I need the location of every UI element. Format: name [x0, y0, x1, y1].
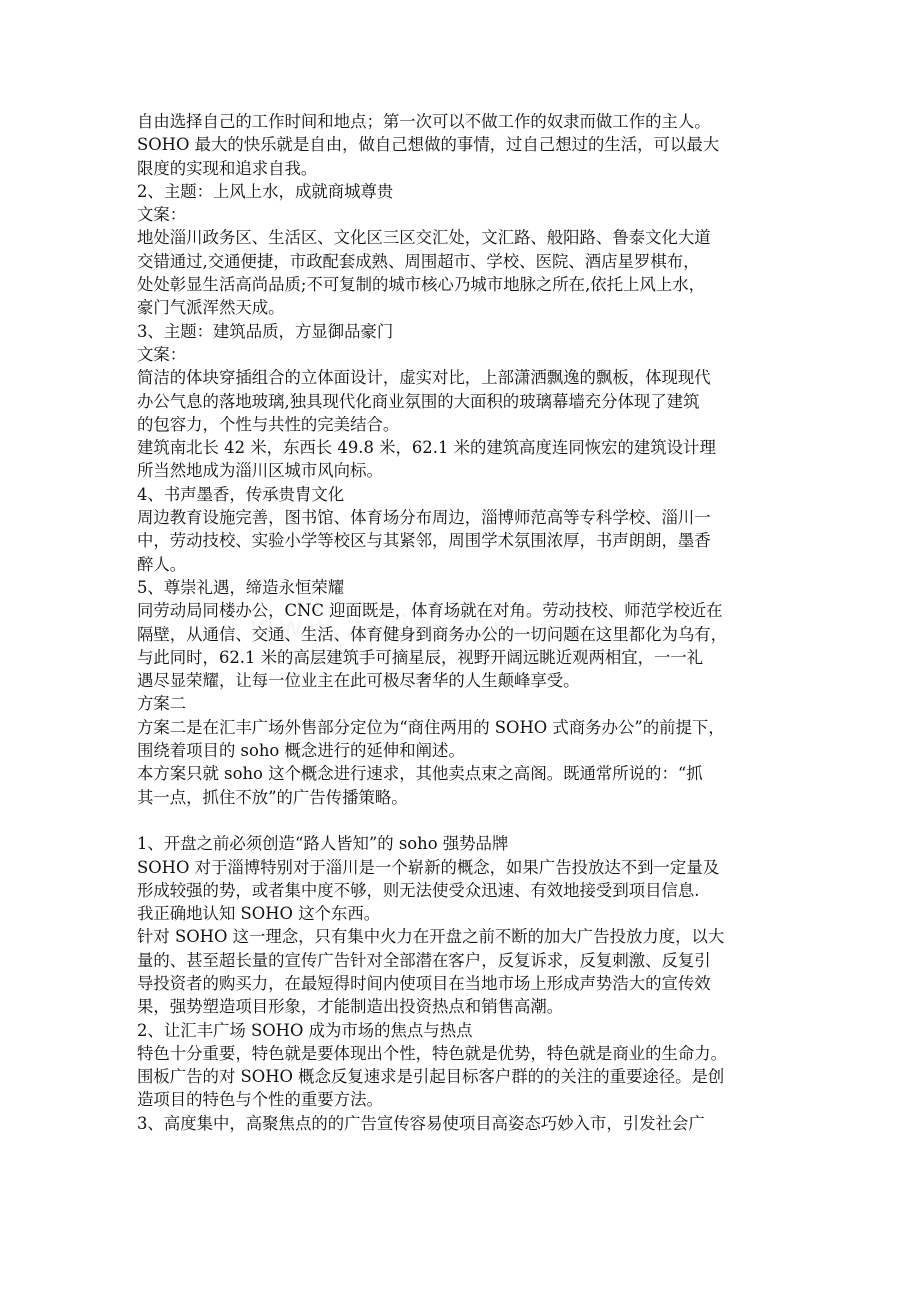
text-line: 2、主题：上风上水，成就商城尊贵: [137, 181, 394, 201]
text-line: 豪门气派浑然天成。: [137, 298, 285, 318]
blank-line: [137, 809, 797, 832]
text-line: 地处淄川政务区、生活区、文化区三区交汇处，文汇路、般阳路、鲁泰文化大道: [137, 228, 711, 248]
text-line: 形成较强的势，或者集中度不够，则无法使受众迅速、有效地接受到项目信息.: [137, 880, 700, 900]
text-line: SOHO 最大的快乐就是自由，做自己想做的事情，过自己想过的生活，可以最大: [137, 135, 720, 155]
text-line: 造项目的特色与个性的重要方法。: [137, 1090, 383, 1110]
text-line: 文案：: [137, 205, 187, 225]
text-line: 中，劳动技校、实验小学等校区与其紧邻，周围学术氛围浓厚，书声朗朗，墨香: [137, 531, 711, 551]
text-line: 建筑南北长 42 米，东西长 49.8 米，62.1 米的建筑高度连同恢宏的建筑设计理: [137, 438, 716, 458]
text-line: 围绕着项目的 soho 概念进行的延伸和阐述。: [137, 741, 465, 761]
text-line: 交错通过,交通便捷，市政配套成熟、周围超市、学校、医院、酒店星罗棋布，: [137, 251, 700, 271]
text-line: 方案二: [137, 694, 187, 714]
text-line: 限度的实现和追求自我。: [137, 158, 318, 178]
text-line: 3、高度集中，高聚焦点的的广告宣传容易使项目高姿态巧妙入市，引发社会广: [137, 1113, 705, 1133]
text-line: 自由选择自己的工作时间和地点；第一次可以不做工作的奴隶而做工作的主人。: [137, 112, 711, 131]
text-line: 办公气息的落地玻璃,独具现代化商业氛围的大面积的玻璃幕墙充分体现了建筑: [137, 391, 700, 411]
text-line: 5、尊崇礼遇，缔造永恒荣耀: [137, 577, 345, 597]
text-line: 其一点，抓住不放”的广告传播策略。: [137, 787, 408, 807]
text-line: 围板广告的对 SOHO 概念反复速求是引起目标客户群的的关注的重要途径。是创: [137, 1067, 725, 1087]
text-line: 简洁的体块穿插组合的立体面设计，虚实对比，上部潇洒飘逸的飘板，体现现代: [137, 368, 711, 388]
text-line: 周边教育设施完善，图书馆、体育场分布周边，淄博师范高等专科学校、淄川一: [137, 508, 711, 528]
text-line: 的包容力，个性与共性的完美结合。: [137, 414, 400, 434]
text-line: 1、开盘之前必须创造“路人皆知”的 soho 强势品牌: [137, 834, 509, 854]
text-line: 遇尽显荣耀，让每一位业主在此可极尽奢华的人生颠峰享受。: [137, 671, 580, 691]
text-line: 我正确地认知 SOHO 这个东西。: [137, 904, 381, 924]
text-line: 所当然地成为淄川区城市风向标。: [137, 461, 383, 481]
text-line: SOHO 对于淄博特别对于淄川是一个崭新的概念，如果广告投放达不到一定量及: [137, 857, 720, 877]
text-line: 与此同时，62.1 米的高层建筑手可摘星辰，视野开阔远眺近观两相宜，一一礼: [137, 647, 704, 667]
text-line: 量的、甚至超长量的宣传广告针对全部潜在客户，反复诉求，反复刺激、反复引: [137, 950, 711, 970]
text-line: 本方案只就 soho 这个概念进行速求，其他卖点束之高阁。既通常所说的：“抓: [137, 764, 703, 784]
text-line: 果，强势塑造项目形象，才能制造出投资热点和销售高潮。: [137, 997, 564, 1017]
text-line: 处处彰显生活高尚品质;不可复制的城市核心乃城市地脉之所在,依托上风上水，: [137, 275, 706, 295]
text-line: 针对 SOHO 这一理念，只有集中火力在开盘之前不断的加大广告投放力度，以大: [137, 927, 725, 947]
text-line: 特色十分重要，特色就是要体现出个性，特色就是优势，特色就是商业的生命力。: [137, 1043, 728, 1063]
text-line: 3、主题：建筑品质，方显御品豪门: [137, 321, 394, 341]
text-line: 隔壁，从通信、交通、生活、体育健身到商务办公的一切问题在这里都化为乌有，: [137, 624, 728, 644]
text-line: 同劳动局同楼办公，CNC 迎面既是，体育场就在对角。劳动技校、师范学校近在: [137, 601, 723, 621]
text-line: 4、书声墨香，传承贵胄文化: [137, 484, 345, 504]
text-line: 文案：: [137, 344, 187, 364]
text-line: 导投资者的购买力，在最短得时间内使项目在当地市场上形成声势浩大的宣传效: [137, 973, 711, 993]
text-line: 醉人。: [137, 554, 187, 574]
text-line: 方案二是在汇丰广场外售部分定位为“商住两用的 SOHO 式商务办公”的前提下，: [137, 717, 725, 737]
text-line: 2、让汇丰广场 SOHO 成为市场的焦点与热点: [137, 1020, 473, 1040]
document-body: [137, 110, 797, 1135]
